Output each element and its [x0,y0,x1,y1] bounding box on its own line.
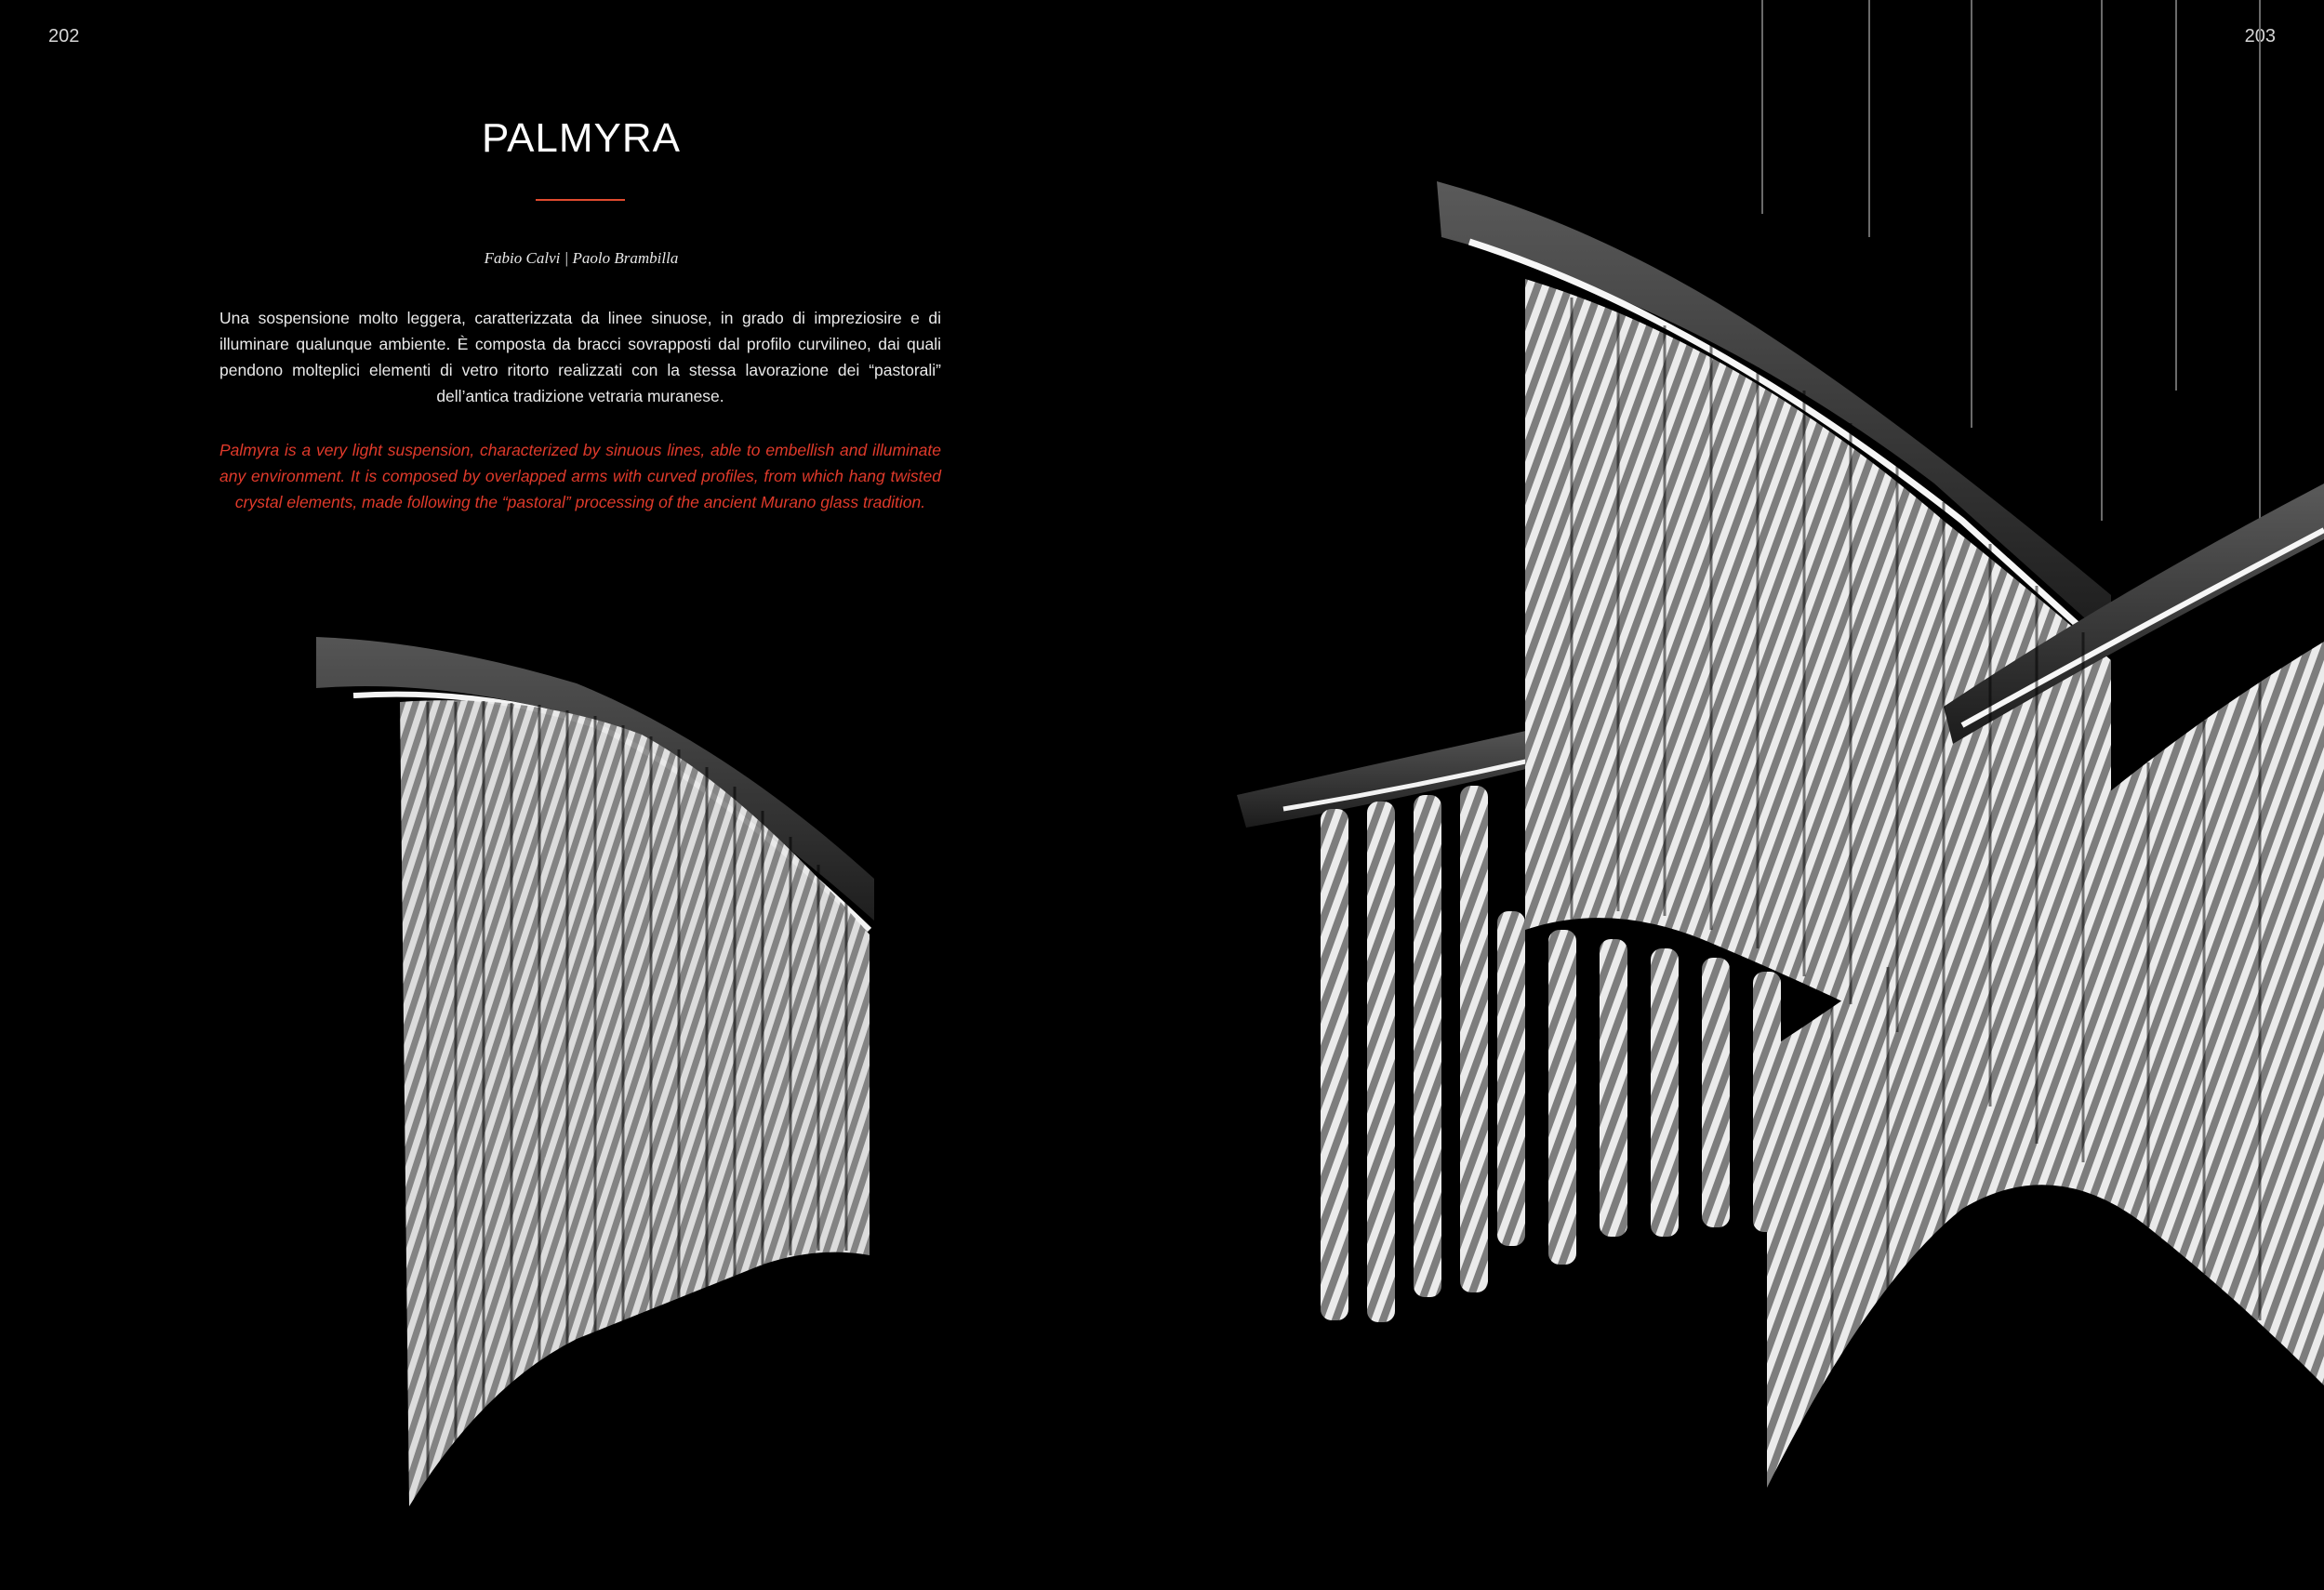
description-english: Palmyra is a very light suspension, characterized by sinuous lines, able to embellish and illuminate any environment. It is composed by overlapped arms with curved profiles, from which hang twisted crystal elements, made following the “pastoral” processing of the ancient Murano glass tradition. [219,441,941,511]
designers-credit: Fabio Calvi | Paolo Brambilla [484,249,679,267]
palmyra-lamp-photo-double [1218,0,2324,1590]
description-italian: Una sospensione molto leggera, caratterizzata da linee sinuose, in grado di impreziosire e di illuminare qualunque ambiente. È composta da bracci sovrapposti dal profilo curvilineo, dai quali pendono molteplici elementi di vetro ritorto realizzati con la stessa lavorazione dei “pastorali” dell’antica tradizione vetraria muranese. [219,309,941,405]
palmyra-lamp-photo-single [298,614,893,1506]
title-divider [536,199,625,201]
page-number-right: 203 [2244,26,2276,46]
product-title: PALMYRA [481,115,682,161]
page-number-left: 202 [48,26,80,46]
